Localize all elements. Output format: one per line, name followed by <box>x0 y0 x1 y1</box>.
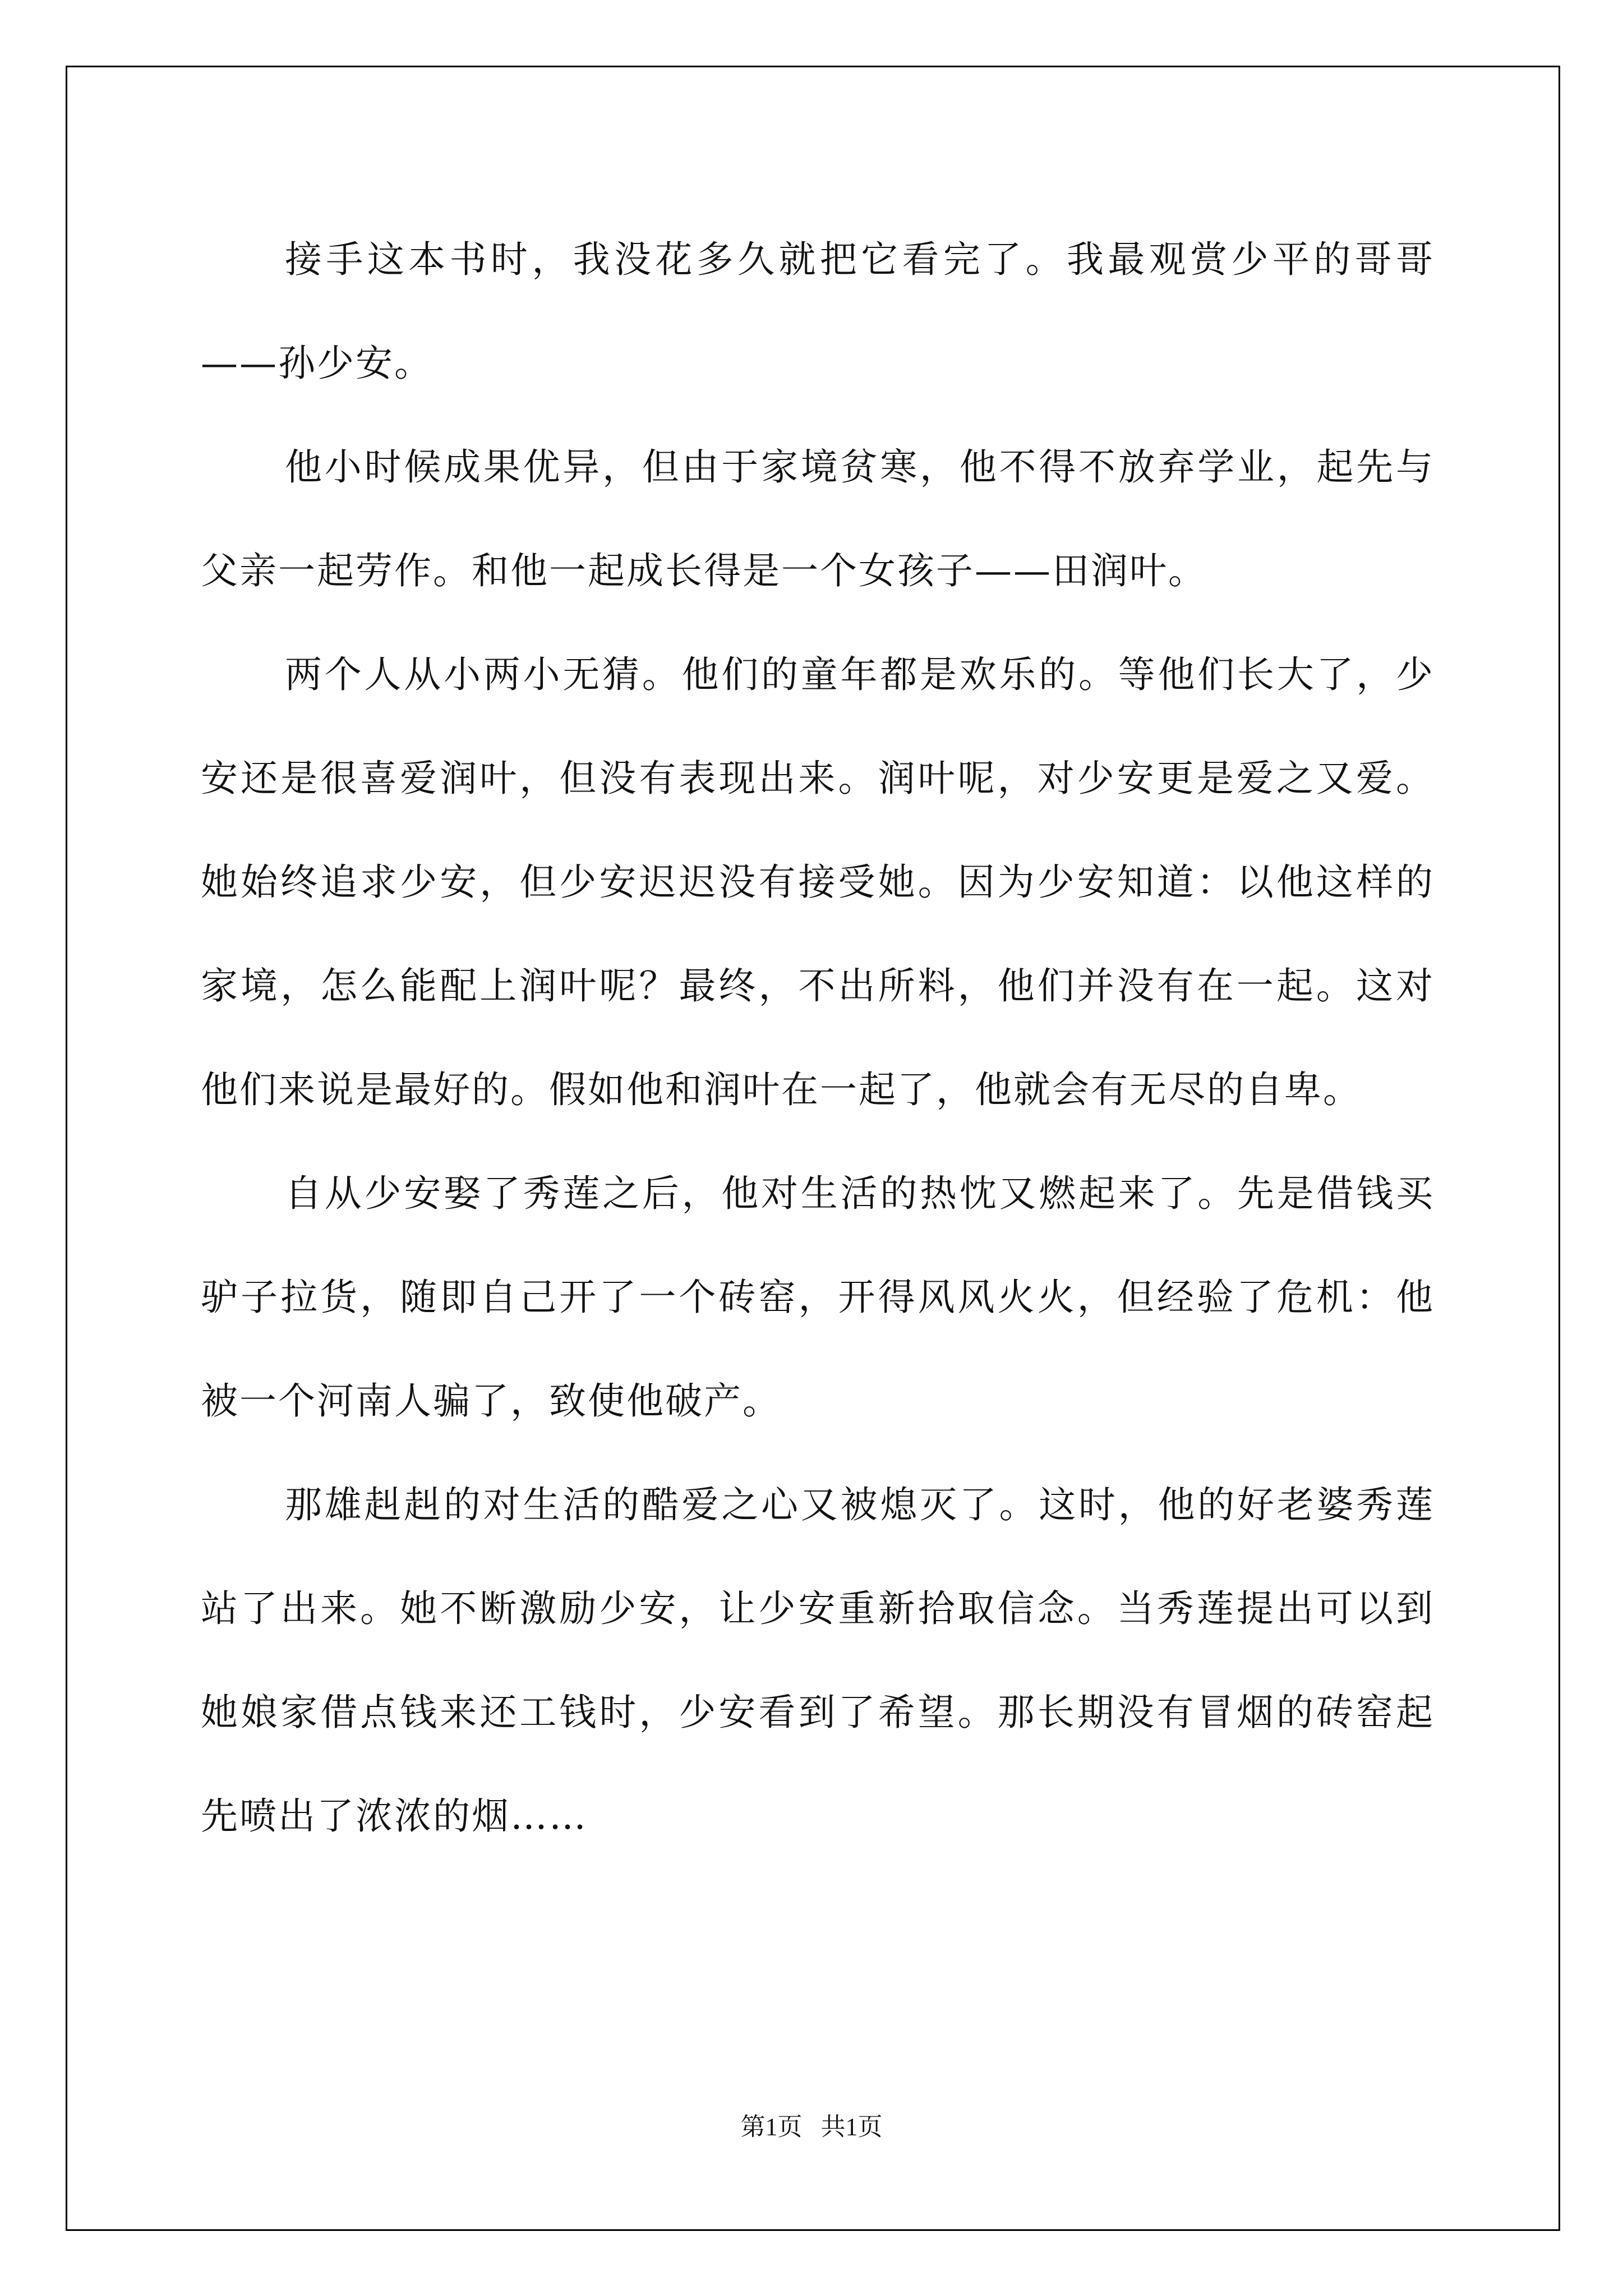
page-number-footer: 第1页 共1页 <box>740 2113 883 2141</box>
paragraph-4: 自从少安娶了秀莲之后，他对生活的热忱又燃起来了。先是借钱买驴子拉货，随即自己开了一个砖窑，开得风风火火，但经验了危机：他被一个河南人骗了，致使他破产。 <box>201 1172 1435 1423</box>
paragraph-2: 他小时候成果优异，但由于家境贫寒，他不得不放弃学业，起先与父亲一起劳作。和他一起成长得是一个女孩子——田润叶。 <box>201 445 1435 592</box>
paragraph-1: 接手这本书时，我没花多久就把它看完了。我最观赏少平的哥哥——孙少安。 <box>201 238 1435 385</box>
document-body <box>201 208 1435 1868</box>
paragraph-5: 那雄赳赳的对生活的酷爱之心又被熄灭了。这时，他的好老婆秀莲站了出来。她不断激励少安，让少安重新拾取信念。当秀莲提出可以到她娘家借点钱来还工钱时，少安看到了希望。那长期没有冒烟的砖窑起先喷出了浓浓的烟…… <box>201 1483 1435 1838</box>
paragraph-3: 两个人从小两小无猜。他们的童年都是欢乐的。等他们长大了，少安还是很喜爱润叶，但没有表现出来。润叶呢，对少安更是爱之又爱。她始终追求少安，但少安迟迟没有接受她。因为少安知道：以他这样的家境，怎么能配上润叶呢？最终，不出所料，他们并没有在一起。这对他们来说是最好的。假如他和润叶在一起了，他就会有无尽的自卑。 <box>201 653 1435 1111</box>
